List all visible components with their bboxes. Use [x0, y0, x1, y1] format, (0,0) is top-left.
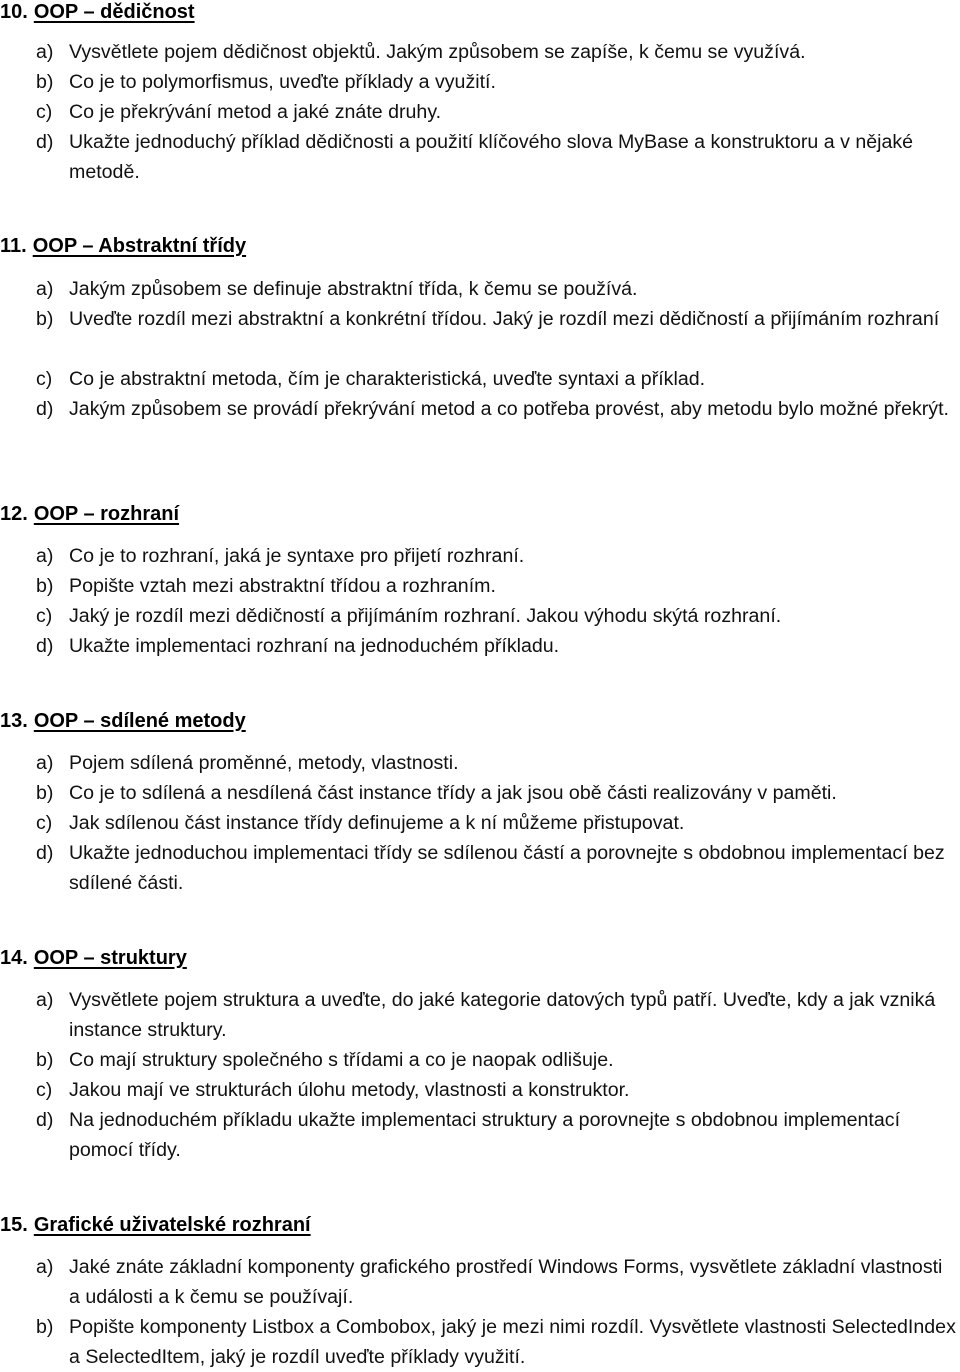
question-label: b): [36, 1049, 54, 1071]
question-label: c): [36, 368, 53, 390]
question-label: d): [36, 398, 54, 420]
question-text: Popište komponenty Listbox a Combobox, jaký je mezi nimi rozdíl. Vysvětlete vlastnosti SelectedIndex a SelectedItem, jaký je rozdíl uveďte příklady využití.: [69, 1316, 956, 1368]
section-heading: [0, 502, 179, 526]
question-label: b): [36, 575, 54, 597]
question-label: b): [36, 71, 54, 93]
question-item: [36, 778, 958, 808]
section-number: 14.: [0, 947, 28, 969]
question-item: [36, 1312, 958, 1372]
question-text: Jakým způsobem se provádí překrývání metod a co potřeba provést, aby metodu bylo možné překrýt.: [69, 398, 949, 420]
question-item: [36, 1105, 958, 1165]
question-text: Jakou mají ve strukturách úlohu metody, vlastnosti a konstruktor.: [69, 1079, 630, 1101]
question-label: c): [36, 605, 53, 627]
question-text: Ukažte jednoduchý příklad dědičnosti a použití klíčového slova MyBase a konstruktoru a v nějaké metodě.: [69, 131, 914, 183]
question-item: [36, 571, 958, 601]
section-title: OOP – dědičnost: [33, 1, 195, 23]
question-label: d): [36, 131, 54, 153]
question-label: d): [36, 1109, 54, 1131]
question-text: Jaký je rozdíl mezi dědičností a přijímáním rozhraní. Jakou výhodu skýtá rozhraní.: [69, 605, 782, 627]
question-text: Popište vztah mezi abstraktní třídou a rozhraním.: [69, 575, 496, 597]
section-title: Grafické uživatelské rozhraní: [33, 1214, 311, 1236]
question-label: a): [36, 1256, 54, 1278]
section-title: OOP – rozhraní: [33, 503, 180, 525]
question-item: [36, 631, 958, 661]
question-item: [36, 1075, 958, 1105]
section-title: OOP – Abstraktní třídy: [32, 235, 247, 257]
section-heading: [0, 0, 195, 24]
question-text: Jak sdílenou část instance třídy definujeme a k ní můžeme přistupovat.: [69, 812, 685, 834]
question-item: [36, 541, 958, 571]
question-text: Ukažte implementaci rozhraní na jednoduchém příkladu.: [69, 635, 560, 657]
question-item: [36, 97, 958, 127]
question-text: Ukažte jednoduchou implementaci třídy se sdílenou částí a porovnejte s obdobnou implementací bez sdílené části.: [69, 842, 945, 894]
question-label: a): [36, 989, 54, 1011]
section-number: 12.: [0, 503, 28, 525]
question-label: b): [36, 1316, 54, 1338]
question-text: Jaké znáte základní komponenty grafického prostředí Windows Forms, vysvětlete základní vlastnosti a události a k čemu se používají.: [69, 1256, 943, 1308]
question-text: Co je abstraktní metoda, čím je charakteristická, uveďte syntaxi a příklad.: [69, 368, 706, 390]
section-title: OOP – struktury: [33, 947, 187, 969]
question-text: Na jednoduchém příkladu ukažte implementaci struktury a porovnejte s obdobnou implementací pomocí třídy.: [69, 1109, 901, 1161]
question-item: [36, 808, 958, 838]
question-item: [36, 1045, 958, 1075]
question-item: [36, 394, 958, 424]
section-heading: [0, 1213, 311, 1237]
question-label: d): [36, 842, 54, 864]
question-item: [36, 1252, 958, 1312]
section-heading: [0, 946, 187, 970]
question-text: Vysvětlete pojem struktura a uveďte, do jaké kategorie datových typů patří. Uveďte, kdy a jak vzniká instance struktury.: [69, 989, 936, 1041]
question-item: [36, 67, 958, 97]
question-label: b): [36, 782, 54, 804]
question-item: [36, 601, 958, 631]
question-label: d): [36, 635, 54, 657]
question-label: a): [36, 545, 54, 567]
section-number: 13.: [0, 710, 28, 732]
question-label: c): [36, 812, 53, 834]
question-text: Pojem sdílená proměnné, metody, vlastnosti.: [69, 752, 459, 774]
question-item: [36, 274, 958, 304]
question-item: [36, 748, 958, 778]
question-text: Jakým způsobem se definuje abstraktní třída, k čemu se používá.: [69, 278, 638, 300]
section-number: 11.: [0, 235, 27, 257]
question-text: Co je to sdílená a nesdílená část instance třídy a jak jsou obě části realizovány v paměti.: [69, 782, 837, 804]
question-item: [36, 127, 958, 187]
question-label: c): [36, 1079, 53, 1101]
section-heading: [0, 709, 246, 733]
question-text: Co mají struktury společného s třídami a co je naopak odlišuje.: [69, 1049, 614, 1071]
question-label: c): [36, 101, 53, 123]
question-item: [36, 838, 958, 898]
question-item: [36, 364, 958, 394]
section-number: 10.: [0, 1, 28, 23]
question-item: [36, 304, 958, 334]
section-number: 15.: [0, 1214, 28, 1236]
question-label: b): [36, 308, 54, 330]
question-item: [36, 985, 958, 1045]
question-text: Co je to rozhraní, jaká je syntaxe pro přijetí rozhraní.: [69, 545, 525, 567]
section-heading: [0, 234, 246, 258]
question-label: a): [36, 41, 54, 63]
question-item: [36, 37, 958, 67]
question-text: Uveďte rozdíl mezi abstraktní a konkrétní třídou. Jaký je rozdíl mezi dědičností a přijímáním rozhraní: [69, 308, 940, 330]
question-text: Vysvětlete pojem dědičnost objektů. Jakým způsobem se zapíše, k čemu se využívá.: [69, 41, 806, 63]
question-text: Co je to polymorfismus, uveďte příklady a využití.: [69, 71, 496, 93]
question-label: a): [36, 752, 54, 774]
section-title: OOP – sdílené metody: [33, 710, 246, 732]
question-text: Co je překrývání metod a jaké znáte druhy.: [69, 101, 442, 123]
question-label: a): [36, 278, 54, 300]
